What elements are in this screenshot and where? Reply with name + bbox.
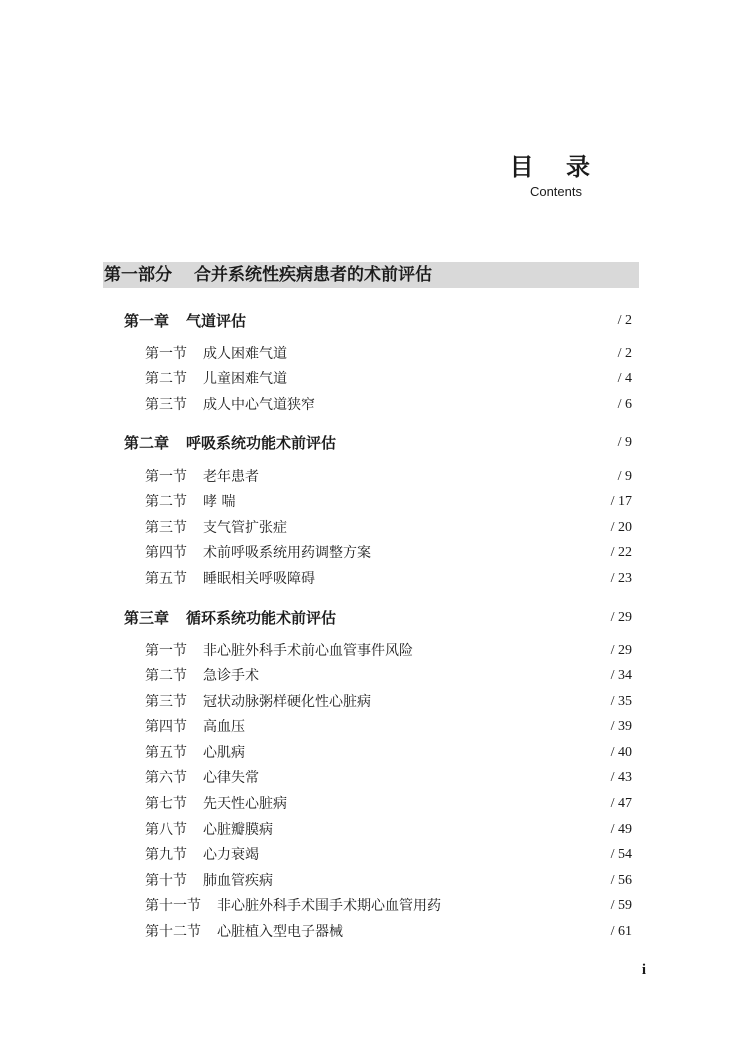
section-title: 心力衰竭 — [203, 847, 259, 863]
page-number: / 29 — [610, 643, 632, 658]
section-number: 第一节 — [145, 346, 187, 362]
toc-section-3-10[interactable] — [0, 869, 730, 893]
toc-section-1-3[interactable] — [0, 393, 730, 417]
page-number: / 56 — [610, 873, 632, 888]
page-number: / 4 — [617, 371, 632, 386]
section-number: 第十一节 — [145, 898, 201, 914]
section-title: 术前呼吸系统用药调整方案 — [203, 545, 371, 561]
section-title: 急诊手术 — [203, 668, 259, 684]
section-number: 第十二节 — [145, 924, 201, 940]
page-number: / 40 — [610, 745, 632, 760]
page-number: / 29 — [610, 610, 632, 625]
folio-page-number: i — [641, 962, 646, 978]
toc-section-3-8[interactable] — [0, 818, 730, 842]
toc-chapter-3[interactable] — [0, 606, 730, 630]
page-number: / 43 — [610, 770, 632, 785]
section-number: 第八节 — [145, 822, 187, 838]
section-title: 心脏瓣膜病 — [203, 822, 273, 838]
toc-section-3-7[interactable] — [0, 792, 730, 816]
section-number: 第五节 — [145, 745, 187, 761]
page-number: / 6 — [617, 397, 632, 412]
toc-section-3-4[interactable] — [0, 715, 730, 739]
page-number: / 20 — [610, 520, 632, 535]
page-subtitle: Contents — [529, 184, 582, 199]
chapter-number: 第三章 — [124, 609, 170, 627]
toc-section-3-6[interactable] — [0, 766, 730, 790]
page-number: / 9 — [617, 469, 632, 484]
section-title: 成人中心气道狭窄 — [203, 397, 315, 413]
section-number: 第七节 — [145, 796, 187, 812]
page-number: / 2 — [617, 346, 632, 361]
section-title: 冠状动脉粥样硬化性心脏病 — [203, 694, 371, 710]
page-number: / 9 — [617, 435, 632, 450]
section-title: 支气管扩张症 — [203, 520, 287, 536]
section-number: 第三节 — [145, 520, 187, 536]
page-number: / 49 — [610, 822, 632, 837]
section-number: 第三节 — [145, 694, 187, 710]
toc-section-3-1[interactable] — [0, 639, 730, 663]
toc-section-3-5[interactable] — [0, 741, 730, 765]
section-title: 高血压 — [203, 719, 245, 735]
section-title: 成人困难气道 — [203, 346, 287, 362]
page-number: / 17 — [610, 494, 632, 509]
toc-section-3-2[interactable] — [0, 664, 730, 688]
toc-section-3-12[interactable] — [0, 920, 730, 944]
chapter-title: 气道评估 — [186, 312, 247, 330]
chapter-title: 呼吸系统功能术前评估 — [186, 434, 337, 452]
section-number: 第九节 — [145, 847, 187, 863]
chapter-number: 第一章 — [124, 312, 170, 330]
section-title: 心脏植入型电子器械 — [217, 924, 343, 940]
toc-chapter-2[interactable] — [0, 431, 730, 455]
page-number: / 61 — [610, 924, 632, 939]
section-title: 非心脏外科手术前心血管事件风险 — [203, 643, 413, 659]
section-number: 第二节 — [145, 371, 187, 387]
section-title: 先天性心脏病 — [203, 796, 287, 812]
toc-section-2-4[interactable] — [0, 541, 730, 565]
section-number: 第一节 — [145, 469, 187, 485]
part-heading — [104, 262, 432, 288]
section-number: 第四节 — [145, 545, 187, 561]
toc-section-3-11[interactable] — [0, 894, 730, 918]
section-number: 第四节 — [145, 719, 187, 735]
section-title: 心肌病 — [203, 745, 245, 761]
section-title: 老年患者 — [203, 469, 259, 485]
section-title: 哮 喘 — [203, 494, 236, 510]
toc-section-1-2[interactable] — [0, 367, 730, 391]
section-title: 睡眠相关呼吸障碍 — [203, 571, 315, 587]
section-number: 第五节 — [145, 571, 187, 587]
toc-section-2-2[interactable] — [0, 490, 730, 514]
page-number: / 35 — [610, 694, 632, 709]
toc-heading — [509, 150, 602, 200]
toc-section-3-3[interactable] — [0, 690, 730, 714]
toc-section-2-3[interactable] — [0, 516, 730, 540]
page-number: / 2 — [617, 313, 632, 328]
page-number: / 54 — [610, 847, 632, 862]
section-title: 肺血管疾病 — [203, 873, 273, 889]
page-number: / 47 — [610, 796, 632, 811]
toc-section-1-1[interactable] — [0, 342, 730, 366]
chapter-title: 循环系统功能术前评估 — [186, 609, 337, 627]
toc-section-3-9[interactable] — [0, 843, 730, 867]
section-title: 儿童困难气道 — [203, 371, 287, 387]
page-number: / 39 — [610, 719, 632, 734]
page-number: / 23 — [610, 571, 632, 586]
section-number: 第一节 — [145, 643, 187, 659]
section-number: 第三节 — [145, 397, 187, 413]
section-number: 第六节 — [145, 770, 187, 786]
section-title: 心律失常 — [203, 770, 259, 786]
toc-chapter-1[interactable] — [0, 309, 730, 333]
part-number: 第一部分 — [104, 265, 172, 285]
page-number: / 22 — [610, 545, 632, 560]
section-title: 非心脏外科手术围手术期心血管用药 — [217, 898, 441, 914]
toc-section-2-1[interactable] — [0, 465, 730, 489]
page-title: 目 录 — [509, 153, 602, 181]
chapter-number: 第二章 — [124, 434, 170, 452]
page-number: / 59 — [610, 898, 632, 913]
part-title: 合并系统性疾病患者的术前评估 — [194, 265, 432, 285]
page-number: / 34 — [610, 668, 632, 683]
section-number: 第二节 — [145, 668, 187, 684]
section-number: 第二节 — [145, 494, 187, 510]
toc-section-2-5[interactable] — [0, 567, 730, 591]
section-number: 第十节 — [145, 873, 187, 889]
